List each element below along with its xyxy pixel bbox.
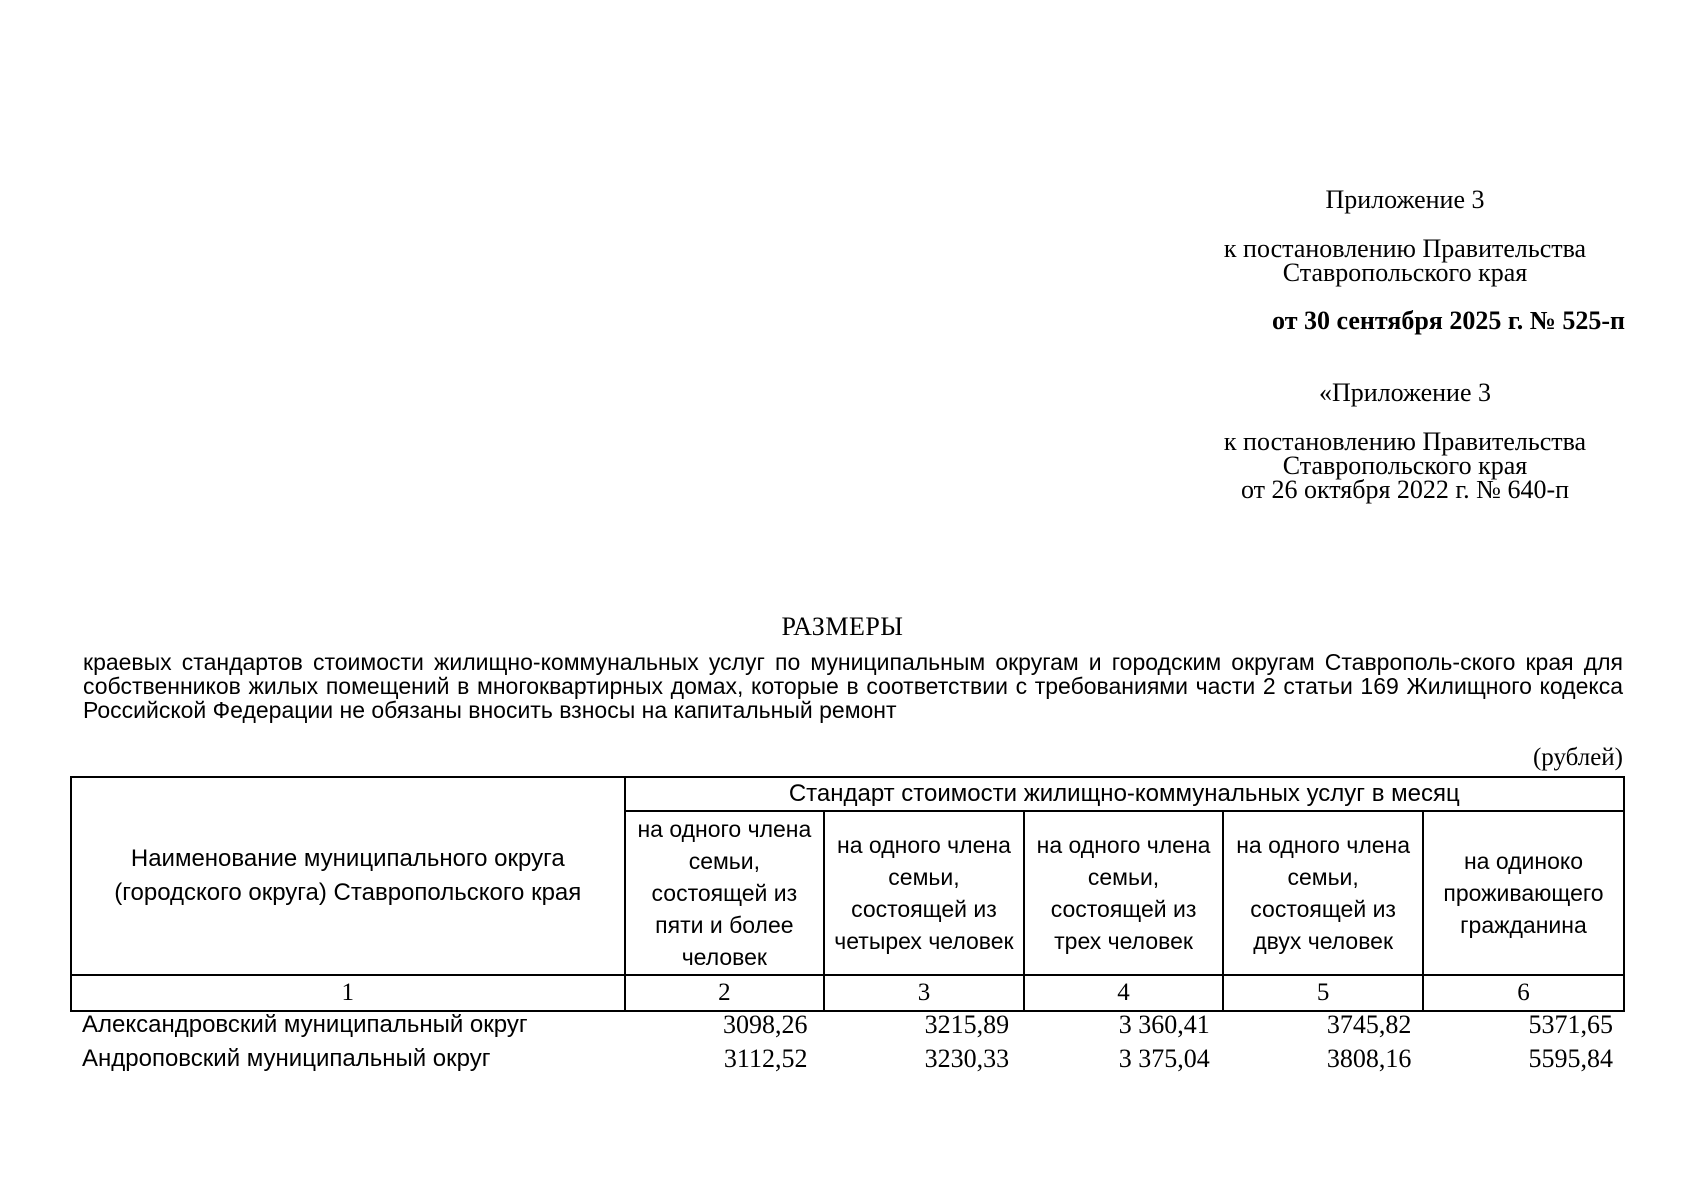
value-cell: 3745,82 — [1326, 1010, 1412, 1039]
appendix-date-text: от 30 сентября 2025 г. № 525-п — [1272, 306, 1625, 335]
column-number: 6 — [1423, 975, 1624, 1011]
column-number: 2 — [625, 975, 825, 1011]
original-appendix-title — [1155, 378, 1655, 407]
appendix-reference-line2: Ставропольского края — [1282, 258, 1528, 287]
original-appendix-title-text: «Приложение 3 — [1318, 378, 1492, 407]
document-subtitle: краевых стандартов стоимости жилищно-коммунальных услуг по муниципальным округам и городским округам Ставрополь-ского края для собственников жилых помещений в многоквартирных домах, которые в соответствии с требованиями части 2 статьи 169 Жилищного кодекса Российской Федерации не обязаны вносить взносы на капитальный ремонт — [83, 649, 1623, 723]
municipality-name: Александровский муниципальный округ — [82, 1011, 528, 1038]
municipality-name: Андроповский муниципальный округ — [82, 1045, 491, 1072]
column-header-five-plus: на одного члена семьи, состоящей из пяти и более человек — [625, 811, 825, 975]
value-cell: 3112,52 — [723, 1044, 808, 1073]
appendix-title-text: Приложение 3 — [1325, 185, 1485, 214]
appendix-reference-line1: к постановлению Правительства — [1223, 234, 1587, 263]
column-header-single: на одиноко проживающего гражданина — [1423, 811, 1624, 975]
column-number: 1 — [71, 975, 625, 1011]
value-cell: 3 375,04 — [1118, 1044, 1210, 1073]
value-cell: 5371,65 — [1528, 1010, 1613, 1039]
unit-label: (рублей) — [1532, 744, 1623, 771]
cost-standard-group-header: Стандарт стоимости жилищно-коммунальных услуг в месяц — [625, 777, 1624, 811]
column-number: 4 — [1024, 975, 1224, 1011]
appendix-reference — [1155, 234, 1655, 287]
column-number: 3 — [824, 975, 1024, 1011]
appendix-title — [1155, 185, 1655, 214]
original-appendix-date: от 26 октября 2022 г. № 640-п — [1240, 475, 1570, 504]
table-row — [70, 1042, 1625, 1076]
table-row — [70, 1008, 1625, 1042]
municipality-name-header: Наименование муниципального округа (городского округа) Ставропольского края — [71, 777, 625, 975]
original-appendix-reference — [1155, 427, 1655, 504]
column-number: 5 — [1223, 975, 1423, 1011]
document-title: РАЗМЕРЫ — [781, 612, 904, 641]
value-cell: 3808,16 — [1326, 1044, 1412, 1073]
value-cell: 3230,33 — [924, 1044, 1010, 1073]
column-header-two: на одного члена семьи, состоящей из двух человек — [1223, 811, 1423, 975]
appendix-date — [1155, 306, 1625, 335]
original-appendix-reference-line2: Ставропольского края — [1282, 451, 1528, 480]
value-cell: 3215,89 — [924, 1010, 1010, 1039]
value-cell: 3 360,41 — [1118, 1010, 1210, 1039]
column-header-three: на одного члена семьи, состоящей из трех человек — [1024, 811, 1224, 975]
original-appendix-reference-line1: к постановлению Правительства — [1223, 427, 1587, 456]
column-header-four: на одного члена семьи, состоящей из четырех человек — [824, 811, 1024, 975]
value-cell: 5595,84 — [1528, 1044, 1613, 1073]
standards-table-body — [70, 1008, 1625, 1076]
value-cell: 3098,26 — [722, 1010, 808, 1039]
standards-table-header — [70, 776, 1625, 1012]
